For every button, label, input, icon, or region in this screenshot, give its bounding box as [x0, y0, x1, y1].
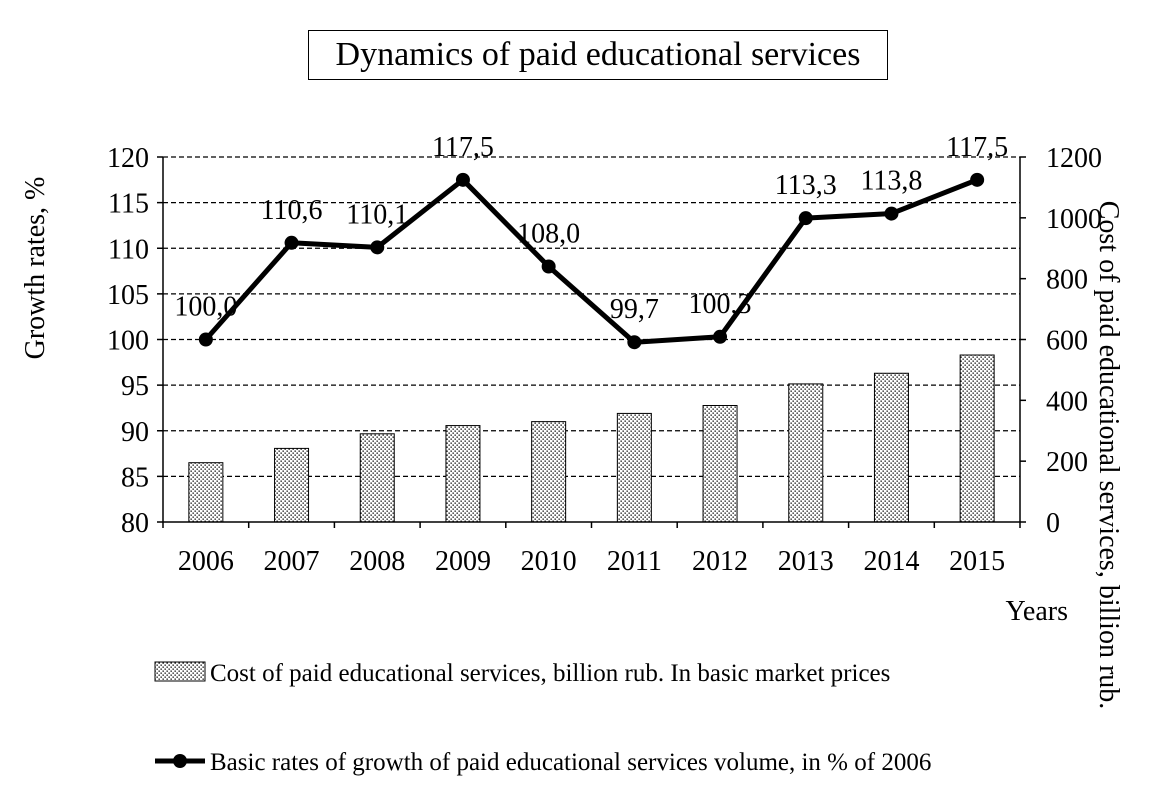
bar-2011: [617, 413, 651, 522]
y-axis-label-right: Cost of paid educational services, billion rub.: [1093, 200, 1124, 710]
point-2011: [627, 335, 641, 349]
data-label-2015: 117,5: [946, 131, 1009, 163]
x-tick-label: 2006: [177, 546, 234, 577]
bar-2009: [446, 426, 480, 522]
x-tick-label: 2009: [434, 546, 491, 577]
x-tick-label: 2013: [777, 546, 834, 577]
point-2007: [285, 236, 299, 250]
y-tick-label-left: 95: [121, 371, 149, 403]
data-label-2007: 110,6: [260, 194, 323, 226]
y-tick-label-left: 105: [107, 279, 149, 311]
data-label-2008: 110,1: [346, 199, 409, 231]
legend: [155, 660, 931, 776]
point-2012: [713, 330, 727, 344]
data-label-2013: 113,3: [774, 170, 837, 202]
bar-2013: [789, 384, 823, 522]
data-label-2010: 108,0: [517, 218, 581, 250]
bar-2012: [703, 406, 737, 522]
data-label-2014: 113,8: [860, 165, 923, 197]
y-tick-label-right: 200: [1046, 447, 1088, 479]
y-tick-label-left: 85: [121, 462, 149, 494]
y-axis-label-left: Growth rates, %: [20, 176, 51, 360]
x-tick-label: 2014: [863, 546, 920, 577]
data-label-2009: 117,5: [431, 131, 494, 163]
point-2014: [884, 207, 898, 221]
chart-title: Dynamics of paid educational services: [308, 30, 888, 80]
y-tick-label-right: 1000: [1046, 203, 1102, 235]
legend-label-line: Basic rates of growth of paid educational services volume, in % of 2006: [210, 749, 932, 776]
data-label-2011: 99,7: [609, 294, 659, 326]
y-tick-label-right: 1200: [1046, 143, 1102, 174]
x-tick-label: 2008: [349, 546, 406, 577]
bar-2010: [532, 422, 566, 522]
y-tick-label-right: 0: [1046, 508, 1060, 539]
y-tick-label-right: 600: [1046, 325, 1088, 357]
bar-2007: [275, 448, 309, 522]
y-tick-label-left: 115: [108, 188, 149, 220]
x-axis-label: Years: [1005, 596, 1068, 627]
x-tick-label: 2007: [263, 546, 320, 577]
y-tick-label-left: 110: [108, 234, 149, 266]
tick-labels: [107, 143, 1102, 577]
bar-2006: [189, 463, 223, 522]
y-tick-label-left: 80: [121, 508, 149, 539]
x-tick-label: 2011: [606, 546, 662, 577]
y-tick-label-left: 100: [107, 325, 149, 357]
y-tick-label-right: 400: [1046, 386, 1088, 418]
legend-swatch-marker: [173, 754, 187, 768]
data-label-2006: 100,0: [174, 291, 238, 323]
legend-label-bar: Cost of paid educational services, billion rub. In basic market prices: [210, 660, 891, 687]
y-tick-label-right: 800: [1046, 264, 1088, 296]
bar-series: [189, 355, 994, 522]
x-tick-label: 2015: [949, 546, 1006, 577]
point-2009: [456, 173, 470, 187]
legend-swatch-bar: [155, 662, 205, 681]
data-labels: [174, 132, 1008, 325]
point-2010: [542, 260, 556, 274]
data-label-2012: 100,3: [688, 288, 752, 320]
point-2006: [199, 333, 213, 347]
point-2008: [370, 240, 384, 254]
point-2015: [970, 173, 984, 187]
x-tick-label: 2010: [520, 546, 577, 577]
bar-2014: [874, 373, 908, 522]
bar-2015: [960, 355, 994, 522]
point-2013: [799, 211, 813, 225]
bar-2008: [360, 434, 394, 522]
x-tick-label: 2012: [692, 546, 749, 577]
y-tick-label-left: 120: [107, 143, 149, 174]
y-tick-label-left: 90: [121, 416, 149, 448]
